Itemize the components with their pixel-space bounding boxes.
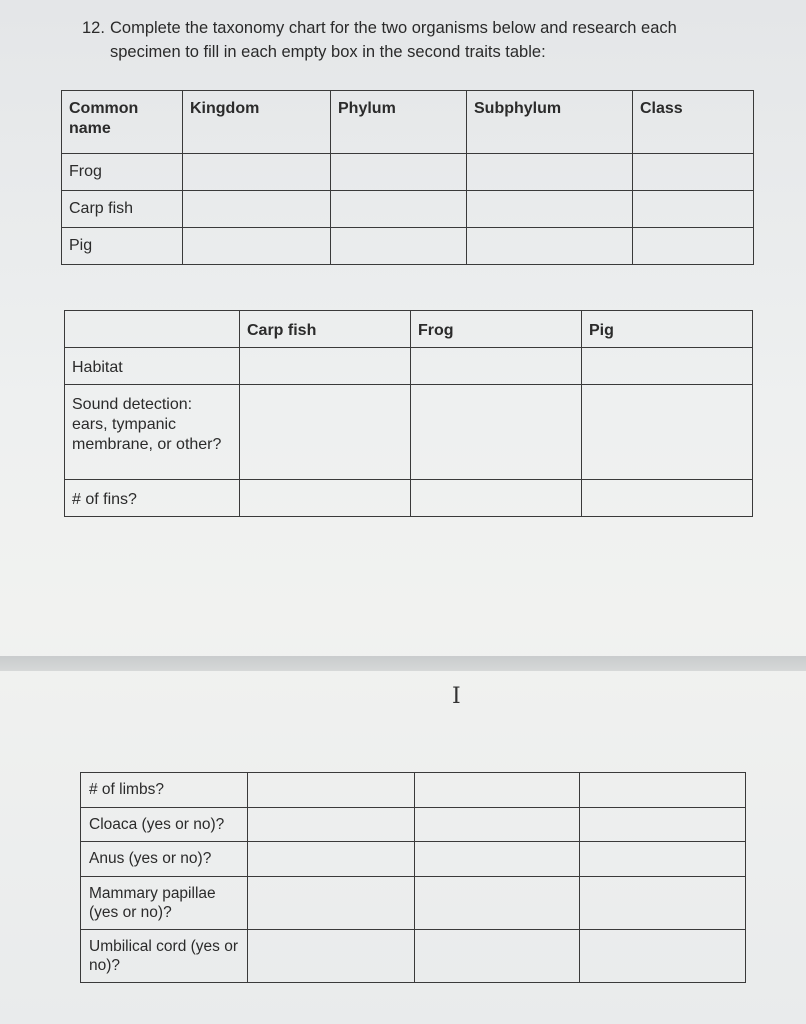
question-text: [82, 16, 762, 64]
empty-cell[interactable]: [415, 930, 580, 983]
traits-table-2: [80, 772, 746, 983]
empty-cell[interactable]: [331, 191, 467, 228]
empty-cell[interactable]: [240, 480, 411, 517]
empty-cell[interactable]: [248, 877, 415, 930]
empty-cell[interactable]: [415, 773, 580, 808]
table-row: [81, 930, 746, 983]
empty-cell[interactable]: [248, 842, 415, 877]
empty-cell[interactable]: [582, 480, 753, 517]
question-line-1: Complete the taxonomy chart for the two organisms below and research each: [110, 19, 677, 37]
table-row: [65, 348, 753, 385]
empty-cell[interactable]: [633, 191, 754, 228]
traits-table-1: [64, 310, 753, 517]
header-blank: [65, 311, 240, 348]
taxonomy-header-row: [62, 91, 754, 154]
traits-header-row: [65, 311, 753, 348]
empty-cell[interactable]: [411, 348, 582, 385]
empty-cell[interactable]: [467, 191, 633, 228]
row-label-sound-detection: Sound detection: ears, tympanic membrane, or other?: [65, 385, 240, 480]
empty-cell[interactable]: [331, 154, 467, 191]
empty-cell[interactable]: [331, 228, 467, 265]
empty-cell[interactable]: [183, 154, 331, 191]
row-label-limbs: # of limbs?: [81, 773, 248, 808]
header-kingdom: Kingdom: [183, 91, 331, 154]
empty-cell[interactable]: [248, 930, 415, 983]
empty-cell[interactable]: [240, 385, 411, 480]
empty-cell[interactable]: [580, 930, 746, 983]
empty-cell[interactable]: [580, 877, 746, 930]
empty-cell[interactable]: [582, 385, 753, 480]
empty-cell[interactable]: [580, 773, 746, 808]
row-label-cloaca: Cloaca (yes or no)?: [81, 808, 248, 842]
empty-cell[interactable]: [633, 228, 754, 265]
row-label-umbilical-cord: Umbilical cord (yes or no)?: [81, 930, 248, 983]
header-class: Class: [633, 91, 754, 154]
question-line-2: specimen to fill in each empty box in the second traits table:: [110, 43, 546, 61]
empty-cell[interactable]: [183, 191, 331, 228]
question-number: 12.: [82, 19, 105, 37]
empty-cell[interactable]: [411, 480, 582, 517]
empty-cell[interactable]: [240, 348, 411, 385]
table-row: [81, 773, 746, 808]
page-divider: [0, 656, 806, 671]
empty-cell[interactable]: [415, 877, 580, 930]
row-label-frog: Frog: [62, 154, 183, 191]
table-row: [65, 385, 753, 480]
table-row: [81, 877, 746, 930]
empty-cell[interactable]: [183, 228, 331, 265]
row-label-anus: Anus (yes or no)?: [81, 842, 248, 877]
taxonomy-table: [61, 90, 754, 265]
row-label-pig: Pig: [62, 228, 183, 265]
empty-cell[interactable]: [248, 808, 415, 842]
empty-cell[interactable]: [415, 842, 580, 877]
row-label-carp-fish: Carp fish: [62, 191, 183, 228]
empty-cell[interactable]: [580, 842, 746, 877]
row-label-fins: # of fins?: [65, 480, 240, 517]
empty-cell[interactable]: [467, 154, 633, 191]
text-cursor-icon: I: [452, 684, 461, 709]
table-row: [62, 228, 754, 265]
table-row: [62, 154, 754, 191]
empty-cell[interactable]: [415, 808, 580, 842]
empty-cell[interactable]: [467, 228, 633, 265]
header-phylum: Phylum: [331, 91, 467, 154]
header-frog: Frog: [411, 311, 582, 348]
table-row: [65, 480, 753, 517]
table-row: [81, 808, 746, 842]
empty-cell[interactable]: [582, 348, 753, 385]
empty-cell[interactable]: [633, 154, 754, 191]
empty-cell[interactable]: [248, 773, 415, 808]
row-label-habitat: Habitat: [65, 348, 240, 385]
table-row: [62, 191, 754, 228]
table-row: [81, 842, 746, 877]
empty-cell[interactable]: [580, 808, 746, 842]
header-subphylum: Subphylum: [467, 91, 633, 154]
row-label-mammary-papillae: Mammary papillae (yes or no)?: [81, 877, 248, 930]
header-carp-fish: Carp fish: [240, 311, 411, 348]
header-pig: Pig: [582, 311, 753, 348]
header-common-name: Common name: [62, 91, 183, 154]
empty-cell[interactable]: [411, 385, 582, 480]
